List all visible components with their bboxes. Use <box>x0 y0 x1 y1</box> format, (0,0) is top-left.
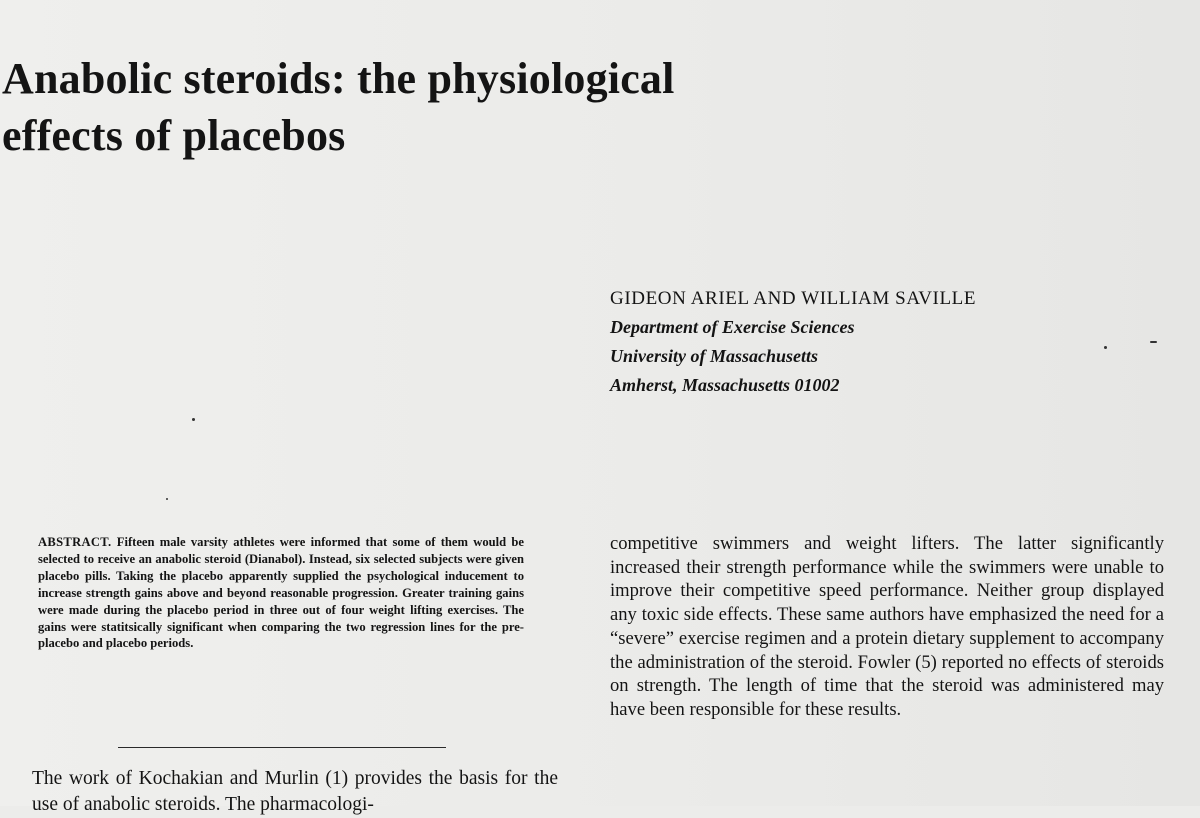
body-column-right: competitive swimmers and weight lifters. The latter significantly increased their strength performance while the swimmers were unable to improve their competitive speed performance. Neither group displayed any toxic side effects. These same authors have emphasized the need for a “severe” exercise regimen and a protein dietary supplement to accompany the administration of the steroid. Fowler (5) reported no effects of steroids on strength. The length of time that the steroid was administered may have been responsible for these results. <box>610 533 1164 720</box>
article-title-line-1: Anabolic steroids: the physiological <box>2 54 675 103</box>
abstract-divider <box>118 747 446 748</box>
print-speck <box>1104 346 1107 349</box>
print-speck <box>1150 341 1157 343</box>
article-title-line-2: effects of placebos <box>2 111 346 160</box>
abstract <box>38 534 524 652</box>
affiliation-department: Department of Exercise Sciences <box>610 317 855 337</box>
affiliation-address: Amherst, Massachusetts 01002 <box>610 375 840 395</box>
author-names: GIDEON ARIEL AND WILLIAM SAVILLE <box>610 288 977 309</box>
body-column-left: The work of Kochakian and Murlin (1) provides the basis for the use of anabolic steroids. The pharmacologi- <box>32 768 558 815</box>
print-speck <box>166 498 168 500</box>
abstract-text: Fifteen male varsity athletes were informed that some of them would be selected to receive an anabolic steroid (Dianabol). Instead, six selected subjects were given placebo pills. Taking the placebo apparently supplied the psychological inducement to increase strength gains above and beyond reasonable progression. Greater training gains were made during the placebo period in three out of four weight lifting exercises. The gains were statitsically significant when comparing the two regression lines for the pre-placebo and placebo periods. <box>38 535 524 651</box>
article-title <box>2 50 902 164</box>
abstract-label: ABSTRACT. <box>38 535 112 549</box>
affiliation-university: University of Massachusetts <box>610 346 819 366</box>
print-speck <box>192 418 195 421</box>
byline <box>610 284 1130 400</box>
